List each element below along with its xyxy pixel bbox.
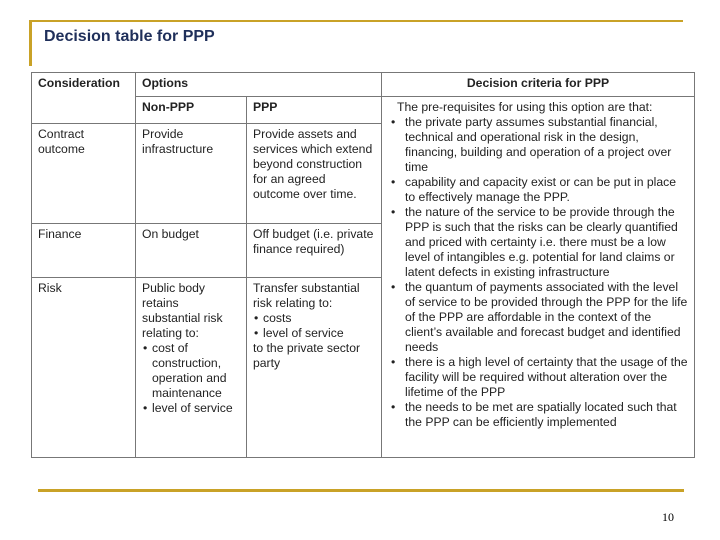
risk-item: • cost of construction, operation and maintenance — [152, 341, 240, 401]
cell-ppp — [247, 277, 382, 457]
header-criteria: Decision criteria for PPP — [382, 73, 695, 97]
risk-non-ppp-intro: Public body retains substantial risk relating to: — [142, 280, 223, 340]
risk-item: • level of service — [263, 326, 375, 341]
accent-rule-bottom — [38, 489, 684, 492]
criteria-intro: The pre-requisites for using this option are that: — [397, 99, 653, 114]
cell-non-ppp: Provide infrastructure — [136, 123, 247, 223]
criteria-list — [388, 115, 688, 430]
risk-ppp-list — [253, 311, 375, 341]
accent-bar-vertical — [29, 20, 32, 66]
subheader-non-ppp: Non-PPP — [136, 96, 247, 123]
risk-non-ppp-list — [142, 341, 240, 416]
cell-consideration: Finance — [32, 223, 136, 277]
cell-non-ppp: On budget — [136, 223, 247, 277]
accent-rule-top — [29, 20, 683, 22]
cell-ppp: Off budget (i.e. private finance required) — [247, 223, 382, 277]
page-number: 10 — [662, 510, 674, 524]
cell-ppp: Provide assets and services which extend beyond construction for an agreed outcome over time. — [247, 123, 382, 223]
criteria-item: • the quantum of payments associated with the level of service to be provided through the PPP for the life of the PPP are affordable in the context of the client’s available and forecast budget and identified needs — [405, 280, 688, 355]
cell-consideration: Contract outcome — [32, 123, 136, 223]
criteria-cell — [382, 96, 695, 457]
cell-consideration: Risk — [32, 277, 136, 457]
criteria-item: • the needs to be met are spatially located such that the PPP can be efficiently implemented — [405, 400, 688, 430]
header-row — [32, 73, 695, 97]
cell-non-ppp — [136, 277, 247, 457]
header-options: Options — [136, 73, 382, 97]
decision-table — [31, 72, 695, 458]
criteria-item: • the private party assumes substantial financial, technical and operational risk in the design, financing, building and operation of a project over time — [405, 115, 688, 175]
header-consideration: Consideration — [32, 73, 136, 124]
criteria-item: • there is a high level of certainty that the usage of the facility will be required without alteration over the lifetime of the PPP — [405, 355, 688, 400]
risk-ppp-intro: Transfer substantial risk relating to: — [253, 280, 360, 310]
subheader-ppp: PPP — [247, 96, 382, 123]
risk-item: • costs — [263, 311, 375, 326]
criteria-item: • capability and capacity exist or can be put in place to effectively manage the PPP. — [405, 175, 688, 205]
slide-title: Decision table for PPP — [44, 28, 215, 45]
risk-item: • level of service — [152, 401, 240, 416]
risk-ppp-outro: to the private sector party — [253, 340, 361, 370]
criteria-item: • the nature of the service to be provide through the PPP is such that the risks can be clearly quantified and priced with certainty i.e. there must be a low level of intangibles e.g. potential for land claims or latent defects in existing infrastructure — [405, 205, 688, 280]
